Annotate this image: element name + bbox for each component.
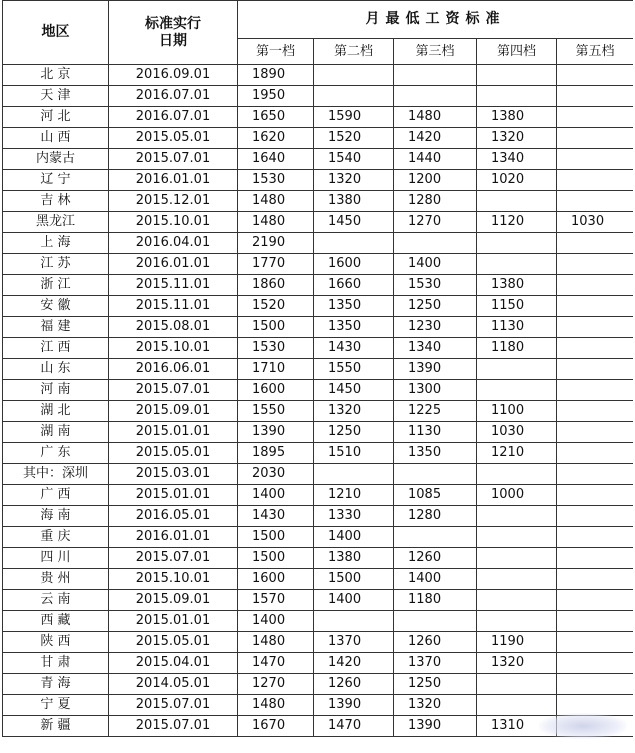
cell-region: 黑龙江 [3, 212, 109, 233]
cell-date: 2016.06.01 [109, 359, 238, 380]
cell-tier-1: 1650 [238, 107, 314, 128]
cell-tier-4: 1120 [477, 212, 557, 233]
table-row [3, 170, 634, 191]
cell-date: 2015.07.01 [109, 716, 238, 737]
cell-tier-2: 1250 [314, 422, 394, 443]
cell-tier-3 [394, 527, 477, 548]
cell-tier-2: 1540 [314, 149, 394, 170]
cell-tier-5: 1030 [557, 212, 634, 233]
cell-date: 2016.07.01 [109, 107, 238, 128]
cell-date: 2015.05.01 [109, 128, 238, 149]
cell-date: 2015.12.01 [109, 191, 238, 212]
cell-tier-5 [557, 359, 634, 380]
cell-tier-1: 1500 [238, 527, 314, 548]
cell-date: 2015.05.01 [109, 443, 238, 464]
cell-tier-1: 1500 [238, 317, 314, 338]
cell-region: 山 东 [3, 359, 109, 380]
table-row [3, 695, 634, 716]
cell-tier-3 [394, 86, 477, 107]
cell-tier-5 [557, 443, 634, 464]
cell-tier-4: 1310 [477, 716, 557, 737]
cell-date: 2016.07.01 [109, 86, 238, 107]
table-row [3, 611, 634, 632]
cell-tier-1: 1480 [238, 191, 314, 212]
table-row [3, 590, 634, 611]
cell-tier-3: 1390 [394, 359, 477, 380]
cell-tier-3: 1260 [394, 632, 477, 653]
cell-region: 四 川 [3, 548, 109, 569]
table-row [3, 191, 634, 212]
cell-tier-1: 1270 [238, 674, 314, 695]
cell-tier-4 [477, 359, 557, 380]
cell-tier-4 [477, 674, 557, 695]
cell-tier-4 [477, 569, 557, 590]
cell-region: 辽 宁 [3, 170, 109, 191]
cell-tier-2: 1550 [314, 359, 394, 380]
cell-tier-3: 1400 [394, 569, 477, 590]
cell-tier-3: 1480 [394, 107, 477, 128]
table-row [3, 422, 634, 443]
header-date-line2: 日期 [159, 32, 187, 49]
cell-region: 甘 肃 [3, 653, 109, 674]
cell-date: 2016.01.01 [109, 170, 238, 191]
cell-region: 内蒙古 [3, 149, 109, 170]
cell-tier-2: 1450 [314, 380, 394, 401]
cell-tier-4 [477, 254, 557, 275]
cell-tier-1: 1390 [238, 422, 314, 443]
cell-tier-2: 1320 [314, 170, 394, 191]
cell-date: 2015.10.01 [109, 212, 238, 233]
table-row [3, 506, 634, 527]
cell-tier-4 [477, 506, 557, 527]
cell-tier-1: 1770 [238, 254, 314, 275]
cell-tier-5 [557, 632, 634, 653]
cell-date: 2016.05.01 [109, 506, 238, 527]
cell-tier-4: 1210 [477, 443, 557, 464]
cell-tier-4: 1030 [477, 422, 557, 443]
cell-tier-5 [557, 464, 634, 485]
cell-tier-4: 1190 [477, 632, 557, 653]
cell-tier-5 [557, 65, 634, 86]
cell-tier-2: 1600 [314, 254, 394, 275]
cell-tier-2: 1520 [314, 128, 394, 149]
cell-tier-5 [557, 569, 634, 590]
header-standard: 月最低工资标准 [238, 1, 634, 39]
table-row [3, 443, 634, 464]
cell-tier-2: 1370 [314, 632, 394, 653]
cell-region: 北 京 [3, 65, 109, 86]
cell-region: 吉 林 [3, 191, 109, 212]
cell-tier-1: 1500 [238, 548, 314, 569]
cell-tier-2: 1210 [314, 485, 394, 506]
cell-tier-5 [557, 128, 634, 149]
wage-table-container [2, 0, 633, 753]
cell-region: 陕 西 [3, 632, 109, 653]
cell-tier-3: 1340 [394, 338, 477, 359]
table-row [3, 632, 634, 653]
cell-tier-1: 1530 [238, 338, 314, 359]
cell-date: 2015.11.01 [109, 296, 238, 317]
cell-tier-2 [314, 65, 394, 86]
cell-date: 2015.10.01 [109, 338, 238, 359]
cell-date: 2015.01.01 [109, 422, 238, 443]
cell-region: 浙 江 [3, 275, 109, 296]
header-tier-1: 第一档 [238, 39, 314, 65]
cell-tier-1: 1620 [238, 128, 314, 149]
cell-date: 2015.10.01 [109, 569, 238, 590]
cell-tier-4 [477, 548, 557, 569]
cell-date: 2015.07.01 [109, 149, 238, 170]
cell-tier-1: 1640 [238, 149, 314, 170]
cell-tier-3: 1350 [394, 443, 477, 464]
table-row [3, 380, 634, 401]
cell-tier-2: 1390 [314, 695, 394, 716]
cell-tier-5 [557, 149, 634, 170]
cell-date: 2015.07.01 [109, 380, 238, 401]
header-date-line1: 标准实行 [145, 15, 201, 32]
cell-date: 2015.01.01 [109, 611, 238, 632]
table-row [3, 86, 634, 107]
cell-tier-5 [557, 653, 634, 674]
header-tier-5: 第五档 [557, 39, 634, 65]
cell-date: 2015.07.01 [109, 695, 238, 716]
cell-region: 宁 夏 [3, 695, 109, 716]
cell-region: 新 疆 [3, 716, 109, 737]
cell-tier-3: 1420 [394, 128, 477, 149]
cell-tier-5 [557, 317, 634, 338]
cell-date: 2014.05.01 [109, 674, 238, 695]
cell-tier-3 [394, 65, 477, 86]
cell-tier-3: 1250 [394, 674, 477, 695]
cell-tier-3: 1320 [394, 695, 477, 716]
cell-tier-4 [477, 86, 557, 107]
cell-tier-5 [557, 191, 634, 212]
cell-tier-4: 1150 [477, 296, 557, 317]
cell-tier-5 [557, 233, 634, 254]
cell-tier-1: 1400 [238, 611, 314, 632]
cell-tier-5 [557, 527, 634, 548]
cell-tier-4 [477, 695, 557, 716]
cell-tier-4 [477, 590, 557, 611]
table-row [3, 527, 634, 548]
cell-tier-5 [557, 401, 634, 422]
cell-tier-1: 1600 [238, 380, 314, 401]
cell-tier-3: 1370 [394, 653, 477, 674]
cell-tier-5 [557, 422, 634, 443]
table-row [3, 674, 634, 695]
cell-tier-4: 1130 [477, 317, 557, 338]
cell-tier-3: 1530 [394, 275, 477, 296]
cell-tier-2: 1330 [314, 506, 394, 527]
cell-region: 河 北 [3, 107, 109, 128]
table-row [3, 485, 634, 506]
cell-tier-5 [557, 107, 634, 128]
cell-tier-5 [557, 86, 634, 107]
cell-tier-4 [477, 380, 557, 401]
cell-tier-3: 1260 [394, 548, 477, 569]
cell-tier-4: 1380 [477, 275, 557, 296]
cell-tier-5 [557, 548, 634, 569]
table-row [3, 653, 634, 674]
cell-tier-1: 2190 [238, 233, 314, 254]
table-row [3, 359, 634, 380]
cell-tier-5 [557, 380, 634, 401]
cell-tier-2: 1510 [314, 443, 394, 464]
cell-tier-3: 1390 [394, 716, 477, 737]
cell-tier-5 [557, 254, 634, 275]
cell-region: 山 西 [3, 128, 109, 149]
header-date [109, 1, 238, 65]
cell-tier-3 [394, 464, 477, 485]
cell-tier-1: 1950 [238, 86, 314, 107]
cell-tier-2: 1470 [314, 716, 394, 737]
cell-tier-1: 1570 [238, 590, 314, 611]
cell-region: 天 津 [3, 86, 109, 107]
cell-date: 2015.05.01 [109, 632, 238, 653]
cell-tier-2: 1500 [314, 569, 394, 590]
cell-date: 2015.08.01 [109, 317, 238, 338]
watermark-logo [539, 713, 627, 739]
table-row [3, 401, 634, 422]
cell-tier-3: 1280 [394, 191, 477, 212]
table-row [3, 233, 634, 254]
cell-tier-2: 1350 [314, 296, 394, 317]
table-body [3, 65, 634, 737]
cell-tier-2: 1430 [314, 338, 394, 359]
table-row [3, 464, 634, 485]
cell-tier-1: 1670 [238, 716, 314, 737]
table-row [3, 548, 634, 569]
header-tier-2: 第二档 [314, 39, 394, 65]
cell-tier-5 [557, 611, 634, 632]
cell-tier-3: 1225 [394, 401, 477, 422]
cell-tier-4: 1180 [477, 338, 557, 359]
cell-region: 河 南 [3, 380, 109, 401]
cell-tier-2: 1660 [314, 275, 394, 296]
cell-region: 重 庆 [3, 527, 109, 548]
cell-tier-2 [314, 86, 394, 107]
table-row [3, 149, 634, 170]
cell-tier-3: 1300 [394, 380, 477, 401]
header-region: 地区 [3, 1, 109, 65]
cell-tier-3 [394, 233, 477, 254]
cell-tier-3: 1230 [394, 317, 477, 338]
cell-date: 2015.01.01 [109, 485, 238, 506]
cell-tier-3 [394, 611, 477, 632]
cell-region: 西 藏 [3, 611, 109, 632]
cell-region: 湖 南 [3, 422, 109, 443]
cell-region: 广 东 [3, 443, 109, 464]
cell-date: 2015.04.01 [109, 653, 238, 674]
cell-region: 海 南 [3, 506, 109, 527]
cell-tier-5 [557, 170, 634, 191]
cell-tier-1: 1480 [238, 212, 314, 233]
cell-tier-2: 1380 [314, 191, 394, 212]
cell-tier-1: 1890 [238, 65, 314, 86]
cell-tier-1: 1480 [238, 695, 314, 716]
cell-tier-2: 1400 [314, 590, 394, 611]
cell-tier-2: 1260 [314, 674, 394, 695]
cell-region: 云 南 [3, 590, 109, 611]
cell-tier-4 [477, 464, 557, 485]
cell-tier-4: 1020 [477, 170, 557, 191]
table-row [3, 128, 634, 149]
cell-tier-4 [477, 611, 557, 632]
cell-tier-3: 1280 [394, 506, 477, 527]
cell-tier-5 [557, 296, 634, 317]
cell-region: 广 西 [3, 485, 109, 506]
header-tier-4: 第四档 [477, 39, 557, 65]
cell-tier-3: 1440 [394, 149, 477, 170]
cell-tier-3: 1200 [394, 170, 477, 191]
cell-tier-2: 1450 [314, 212, 394, 233]
table-row [3, 254, 634, 275]
cell-region: 安 徽 [3, 296, 109, 317]
cell-region: 上 海 [3, 233, 109, 254]
cell-date: 2015.03.01 [109, 464, 238, 485]
cell-region: 其中：深圳 [3, 464, 109, 485]
table-row [3, 338, 634, 359]
cell-tier-1: 1520 [238, 296, 314, 317]
cell-tier-4: 1380 [477, 107, 557, 128]
cell-tier-4: 1000 [477, 485, 557, 506]
cell-region: 湖 北 [3, 401, 109, 422]
cell-tier-4 [477, 191, 557, 212]
cell-tier-2: 1590 [314, 107, 394, 128]
cell-tier-1: 1600 [238, 569, 314, 590]
cell-tier-2: 1350 [314, 317, 394, 338]
cell-tier-5 [557, 506, 634, 527]
cell-tier-4 [477, 65, 557, 86]
cell-tier-4: 1340 [477, 149, 557, 170]
cell-tier-2: 1400 [314, 527, 394, 548]
cell-tier-2 [314, 611, 394, 632]
minimum-wage-table [2, 0, 633, 737]
cell-tier-3: 1180 [394, 590, 477, 611]
cell-tier-1: 1400 [238, 485, 314, 506]
table-row [3, 569, 634, 590]
table-header [3, 1, 634, 65]
cell-tier-3: 1130 [394, 422, 477, 443]
cell-tier-5 [557, 590, 634, 611]
cell-tier-3: 1085 [394, 485, 477, 506]
cell-region: 江 西 [3, 338, 109, 359]
cell-tier-5 [557, 275, 634, 296]
cell-tier-4: 1320 [477, 653, 557, 674]
cell-date: 2016.01.01 [109, 254, 238, 275]
cell-tier-2: 1380 [314, 548, 394, 569]
cell-tier-4 [477, 527, 557, 548]
cell-tier-1: 1470 [238, 653, 314, 674]
cell-region: 贵 州 [3, 569, 109, 590]
cell-tier-1: 1550 [238, 401, 314, 422]
cell-region: 江 苏 [3, 254, 109, 275]
cell-tier-1: 1895 [238, 443, 314, 464]
cell-tier-1: 1530 [238, 170, 314, 191]
cell-tier-3: 1270 [394, 212, 477, 233]
cell-date: 2016.01.01 [109, 527, 238, 548]
header-tier-3: 第三档 [394, 39, 477, 65]
cell-date: 2016.09.01 [109, 65, 238, 86]
cell-tier-1: 1480 [238, 632, 314, 653]
cell-tier-2: 1420 [314, 653, 394, 674]
cell-tier-2: 1320 [314, 401, 394, 422]
cell-date: 2016.04.01 [109, 233, 238, 254]
cell-tier-1: 1860 [238, 275, 314, 296]
cell-tier-3: 1400 [394, 254, 477, 275]
table-row [3, 107, 634, 128]
cell-region: 青 海 [3, 674, 109, 695]
cell-tier-4: 1100 [477, 401, 557, 422]
cell-tier-5 [557, 338, 634, 359]
cell-date: 2015.09.01 [109, 401, 238, 422]
cell-tier-5 [557, 485, 634, 506]
cell-date: 2015.09.01 [109, 590, 238, 611]
cell-tier-3: 1250 [394, 296, 477, 317]
table-row [3, 317, 634, 338]
cell-tier-1: 1710 [238, 359, 314, 380]
cell-tier-2 [314, 464, 394, 485]
cell-tier-1: 1430 [238, 506, 314, 527]
cell-date: 2015.07.01 [109, 548, 238, 569]
table-row [3, 275, 634, 296]
table-row [3, 296, 634, 317]
cell-tier-5 [557, 674, 634, 695]
cell-tier-4 [477, 233, 557, 254]
table-row [3, 212, 634, 233]
cell-tier-1: 2030 [238, 464, 314, 485]
cell-tier-2 [314, 233, 394, 254]
table-row [3, 65, 634, 86]
cell-tier-4: 1320 [477, 128, 557, 149]
cell-region: 福 建 [3, 317, 109, 338]
cell-date: 2015.11.01 [109, 275, 238, 296]
